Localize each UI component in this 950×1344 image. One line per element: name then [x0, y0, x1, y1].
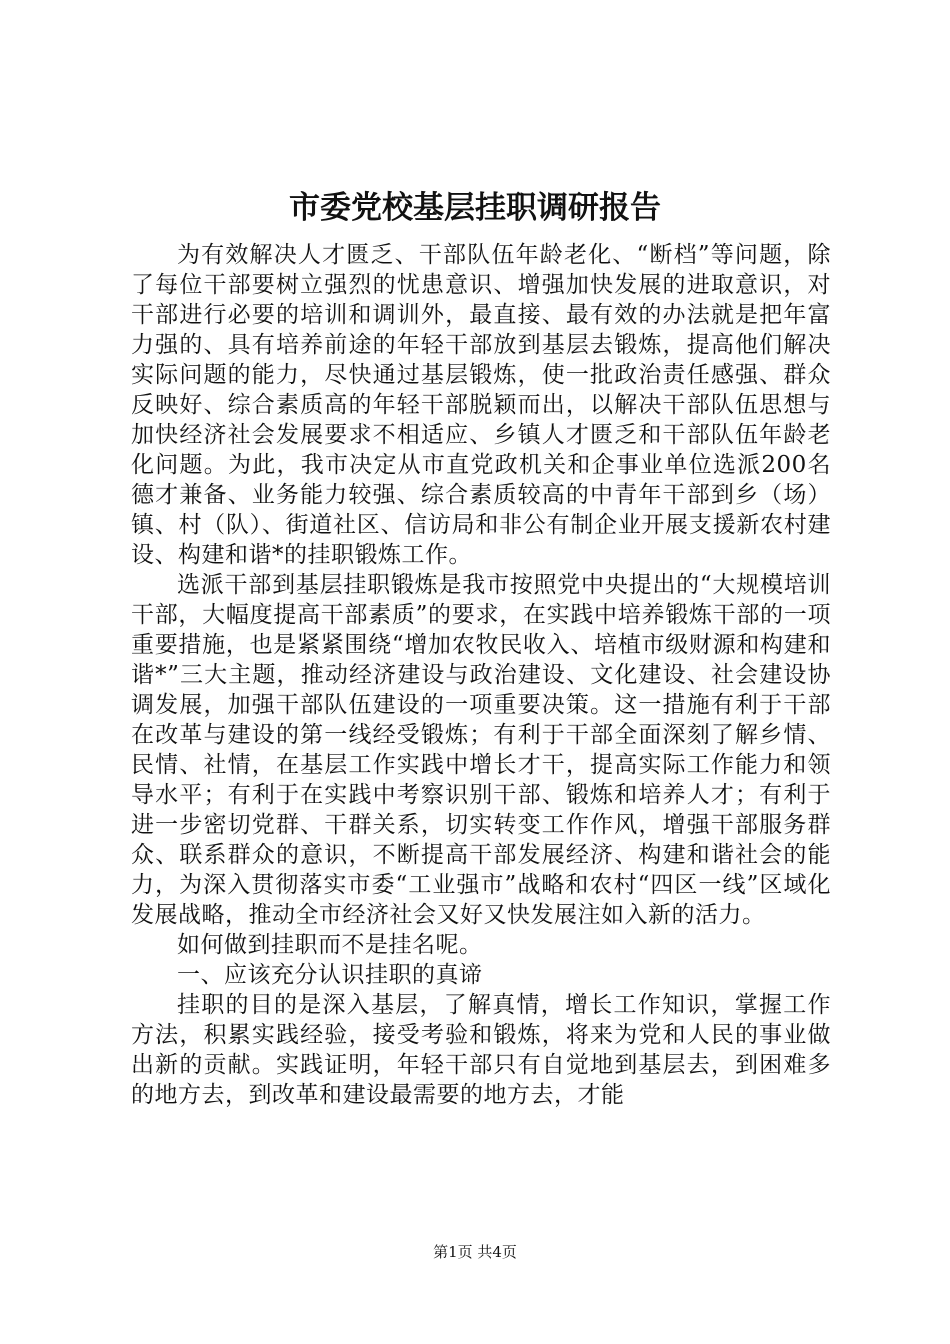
paragraph: 挂职的目的是深入基层，了解真情，增长工作知识，掌握工作方法，积累实践经验，接受考验和锻炼，将来为党和人民的事业做出新的贡献。实践证明，年轻干部只有自觉地到基层去，到困难多的地方去，到改革和建设最需要的地方去，才能 [131, 992, 831, 1108]
paragraph: 为有效解决人才匮乏、干部队伍年龄老化、“断档”等问题，除了每位干部要树立强烈的忧患意识、增强加快发展的进取意识，对干部进行必要的培训和调训外，最直接、最有效的办法就是把年富力强的、具有培养前途的年轻干部放到基层去锻炼，提高他们解决实际问题的能力，尽快通过基层锻炼，使一批政治责任感强、群众反映好、综合素质高的年轻干部脱颖而出，以解决干部队伍思想与加快经济社会发展要求不相适应、乡镇人才匮乏和干部队伍年龄老化问题。为此，我市决定从市直党政机关和企事业单位选派200名德才兼备、业务能力较强、综合素质较高的中青年干部到乡（场）镇、村（队）、街道社区、信访局和非公有制企业开展支援新农村建设、构建和谐*的挂职锻炼工作。 [131, 242, 831, 568]
paragraph: 如何做到挂职而不是挂名呢。 [177, 932, 483, 958]
document-title: 市委党校基层挂职调研报告 [289, 190, 661, 226]
document-body [131, 240, 831, 1110]
paragraph: 选派干部到基层挂职锻炼是我市按照党中央提出的“大规模培训干部，大幅度提高干部素质”的要求，在实践中培养锻炼干部的一项重要措施，也是紧紧围绕“增加农牧民收入、培植市级财源和构建和谐*”三大主题，推动经济建设与政治建设、文化建设、社会建设协调发展，加强干部队伍建设的一项重要决策。这一措施有利于干部在改革与建设的第一线经受锻炼；有利于干部全面深刻了解乡情、民情、社情，在基层工作实践中增长才干，提高实际工作能力和领导水平；有利于在实践中考察识别干部、锻炼和培养人才；有利于进一步密切党群、干群关系，切实转变工作作风，增强干部服务群众、联系群众的意识，不断提高干部发展经济、构建和谐社会的能力，为深入贯彻落实市委“工业强市”战略和农村“四区一线”区域化发展战略，推动全市经济社会又好又快发展注如入新的活力。 [131, 572, 831, 928]
page-footer: 第1页 共4页 [433, 1243, 517, 1261]
section-heading: 一、应该充分认识挂职的真谛 [177, 962, 483, 988]
